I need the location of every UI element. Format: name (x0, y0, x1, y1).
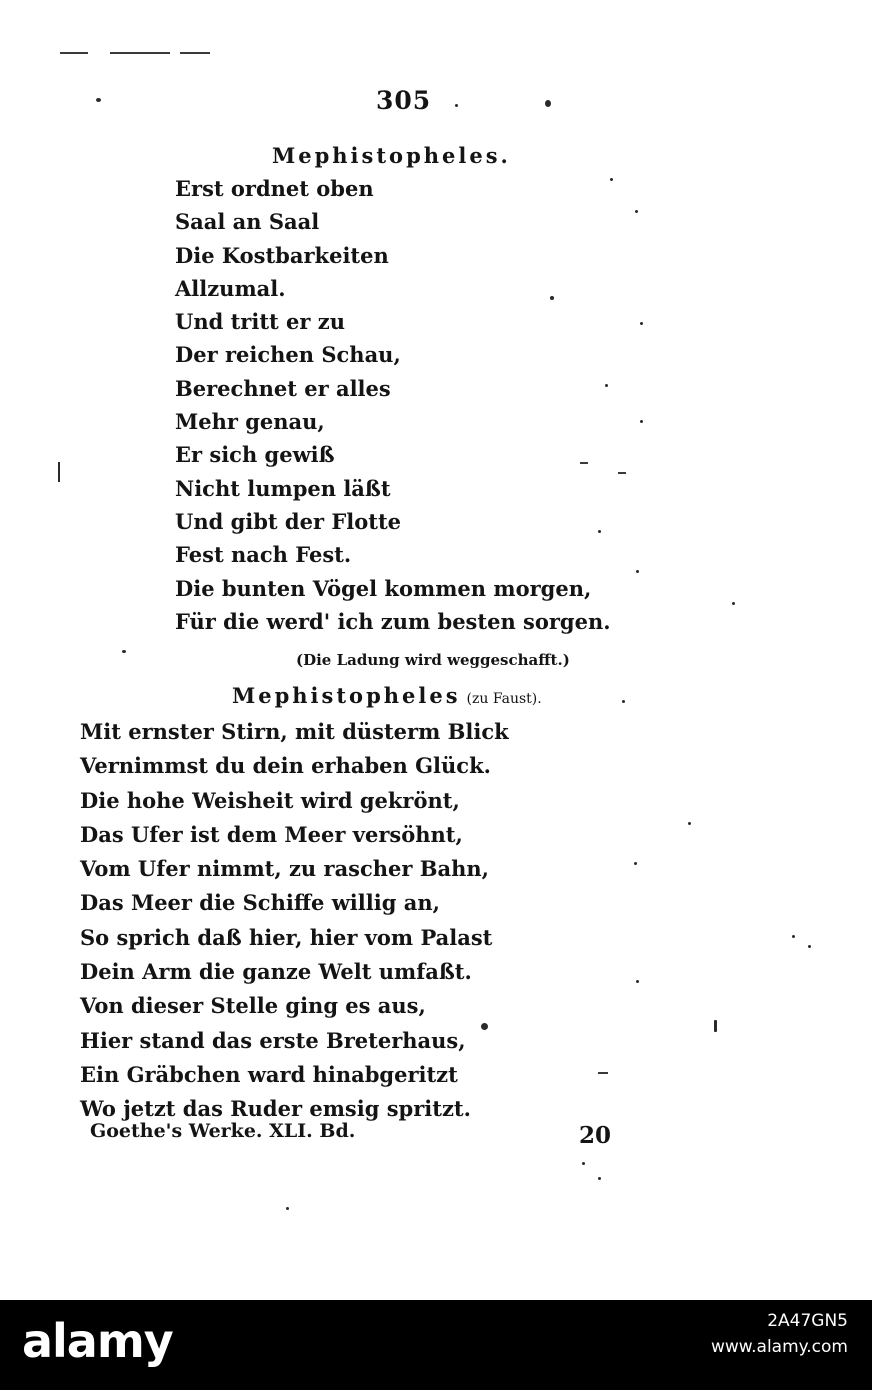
verse-block-2 (80, 715, 509, 1127)
verse-line: So sprich daß hier, hier vom Palast (80, 924, 493, 950)
scan-speck (545, 100, 551, 107)
scan-speck (455, 104, 458, 107)
verse-line: Und tritt er zu (175, 309, 345, 335)
verse-line: Vernimmst du dein erhaben Glück. (80, 753, 491, 779)
verse-line: Und gibt der Flotte (175, 508, 402, 534)
scan-speck (635, 210, 638, 213)
speaker-note: (zu Faust). (466, 691, 542, 707)
scan-speck (180, 52, 210, 54)
verse-line: Fest nach Fest. (175, 542, 352, 568)
verse-line: Der reichen Schau, (175, 342, 401, 368)
scan-speck (808, 945, 811, 948)
verse-line: Das Meer die Schiffe willig an, (80, 890, 440, 916)
verse-line: Von dieser Stelle ging es aus, (80, 993, 426, 1019)
scan-speck (688, 822, 691, 825)
scan-speck (640, 420, 643, 423)
scan-speck (60, 52, 88, 54)
verse-line: Die Kostbarkeiten (175, 242, 389, 268)
scan-speck (622, 700, 625, 703)
watermark-bar (0, 1300, 872, 1390)
verse-line: Berechnet er alles (175, 375, 391, 401)
page-number: 305 (376, 86, 432, 115)
speaker-name: Mephistopheles (232, 683, 461, 708)
verse-line: Allzumal. (175, 275, 286, 301)
verse-line: Nicht lumpen läßt (175, 475, 391, 501)
verse-line: Die bunten Vögel kommen morgen, (175, 575, 592, 601)
verse-line: Mit ernster Stirn, mit düsterm Blick (80, 719, 509, 744)
verse-line: Hier stand das erste Breterhaus, (80, 1027, 466, 1053)
footer-signature: Goethe's Werke. XLI. Bd. (90, 1120, 356, 1142)
verse-line: Wo jetzt das Ruder emsig spritzt. (80, 1096, 471, 1122)
verse-line: Ein Gräbchen ward hinabgeritzt (80, 1061, 458, 1087)
scan-speck (122, 650, 126, 653)
scan-speck (640, 322, 643, 325)
scan-speck (598, 1177, 601, 1180)
scan-speck (636, 570, 639, 573)
watermark-url: www.alamy.com (710, 1337, 848, 1357)
scan-speck (714, 1020, 717, 1032)
verse-line: Das Ufer ist dem Meer versöhnt, (80, 821, 463, 847)
scan-speck (792, 935, 795, 938)
verse-block-1 (175, 172, 611, 638)
stage-direction: (Die Ladung wird weggeschafft.) (296, 651, 570, 669)
scan-speck (110, 52, 170, 54)
scan-speck (582, 1162, 585, 1165)
verse-line: Vom Ufer nimmt, zu rascher Bahn, (80, 856, 489, 882)
scan-speck (618, 472, 626, 474)
sheet-number: 20 (579, 1122, 612, 1149)
verse-line: Er sich gewiß (175, 442, 335, 468)
speaker-heading: Mephistopheles. (272, 143, 511, 168)
scan-speck (634, 862, 637, 865)
verse-line: Erst ordnet oben (175, 176, 374, 201)
verse-line: Mehr genau, (175, 409, 325, 435)
scan-speck (598, 1072, 608, 1074)
scan-speck (96, 98, 101, 102)
verse-line: Die hohe Weisheit wird gekrönt, (80, 787, 460, 813)
alamy-logo: alamy (22, 1314, 173, 1368)
scan-speck (636, 980, 639, 983)
scan-speck (58, 462, 60, 482)
watermark-info (711, 1308, 848, 1360)
scan-speck (732, 602, 735, 605)
verse-line: Dein Arm die ganze Welt umfaßt. (80, 959, 472, 985)
image-id: 2A47GN5 (767, 1311, 848, 1331)
scan-speck (286, 1207, 289, 1210)
verse-line: Saal an Saal (175, 209, 320, 235)
verse-line: Für die werd' ich zum besten sorgen. (175, 608, 611, 634)
speaker-heading (232, 683, 542, 708)
